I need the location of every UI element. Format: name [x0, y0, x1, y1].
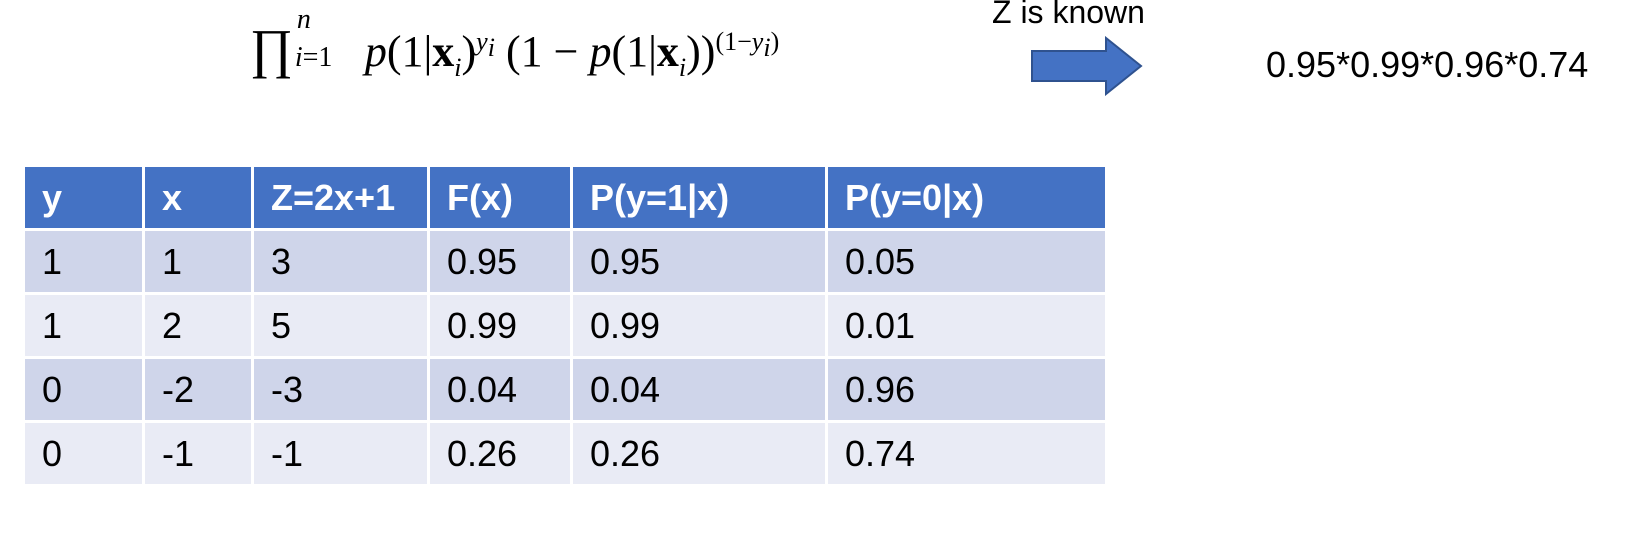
cell-p-y1: 0.04	[572, 358, 827, 422]
cell-z: 5	[253, 294, 429, 358]
arrow-shape	[1032, 38, 1141, 94]
right-arrow-icon	[1030, 36, 1144, 96]
formula-one-1: 1	[401, 27, 424, 76]
cell-fx: 0.99	[429, 294, 572, 358]
lower-limit-var: i	[294, 42, 303, 73]
formula-minus-one: 1 −	[520, 27, 590, 76]
formula-p-1: p	[364, 27, 387, 76]
likelihood-formula: ∏ n i=1 $p(1|x_i)^{y_i}$ $(1 - p(1|x_i))^{(1-y_i)}$	[250, 4, 780, 82]
formula-x-1: x	[432, 27, 455, 76]
cell-p-y1: 0.95	[572, 230, 827, 294]
header-p-y0: P(y=0|x)	[827, 166, 1107, 230]
header-z: Z=2x+1	[253, 166, 429, 230]
product-symbol: ∏	[250, 19, 293, 80]
cell-x: 1	[144, 230, 253, 294]
product-upper-limit: n	[296, 4, 311, 35]
cell-y: 1	[24, 230, 144, 294]
formula-one-2: 1	[626, 27, 649, 76]
cell-x: 2	[144, 294, 253, 358]
cell-p-y1: 0.26	[572, 422, 827, 486]
cell-fx: 0.04	[429, 358, 572, 422]
cell-p-y1: 0.99	[572, 294, 827, 358]
formula-p-2: p	[589, 27, 612, 76]
cell-x: -1	[144, 422, 253, 486]
cell-p-y0: 0.74	[827, 422, 1107, 486]
cell-p-y0: 0.01	[827, 294, 1107, 358]
cell-x: -2	[144, 358, 253, 422]
header-p-y1: P(y=1|x)	[572, 166, 827, 230]
formula-exp-y: y	[476, 27, 488, 57]
formula-sub-i-2: i	[678, 52, 687, 82]
formula-exp-open: (1−	[715, 27, 752, 57]
header-y: y	[24, 166, 144, 230]
cell-p-y0: 0.96	[827, 358, 1107, 422]
probability-table	[22, 164, 1108, 487]
table-header-row	[24, 166, 1107, 230]
lower-limit-rest: =1	[302, 42, 333, 73]
cell-p-y0: 0.05	[827, 230, 1107, 294]
header-x: x	[144, 166, 253, 230]
cell-fx: 0.95	[429, 230, 572, 294]
formula-exp-y-2: y	[751, 27, 764, 57]
cell-y: 0	[24, 358, 144, 422]
product-lower-limit	[295, 44, 333, 72]
arrow-label: Z is known	[992, 0, 1145, 30]
table-row	[24, 230, 1107, 294]
cell-y: 1	[24, 294, 144, 358]
cell-z: -3	[253, 358, 429, 422]
formula-sub-i-1: i	[454, 52, 462, 82]
header-fx: F(x)	[429, 166, 572, 230]
formula-exp-y-sub: i	[487, 33, 495, 63]
table-row	[24, 358, 1107, 422]
cell-z: 3	[253, 230, 429, 294]
cell-y: 0	[24, 422, 144, 486]
formula-exp-close: )	[770, 27, 780, 57]
table-row	[24, 294, 1107, 358]
table-row	[24, 422, 1107, 486]
cell-fx: 0.26	[429, 422, 572, 486]
formula-x-2: x	[656, 27, 679, 76]
cell-z: -1	[253, 422, 429, 486]
formula-exp-y-2-sub: i	[763, 33, 771, 63]
result-expression: 0.95*0.99*0.96*0.74	[1266, 44, 1589, 85]
product-limits	[294, 4, 353, 73]
